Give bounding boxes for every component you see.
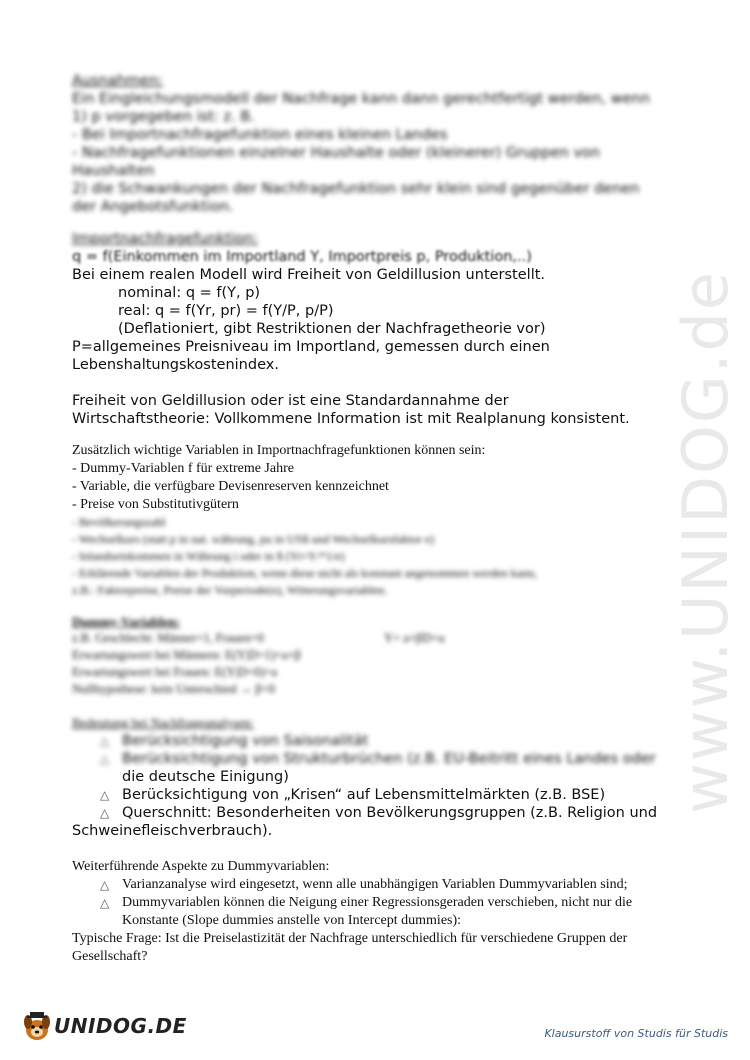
document-body — [72, 72, 682, 966]
heading-ausnahmen: Ausnahmen: — [72, 73, 164, 89]
text-line: Freiheit von Geldillusion oder ist eine Standardannahme der — [72, 393, 509, 409]
bullet-text: Konstante (Slope dummies anstelle von Intercept dummies): — [122, 913, 462, 928]
unidog-logo[interactable] — [22, 1010, 187, 1042]
text-line: 2) die Schwankungen der Nachfragefunktion sehr klein sind gegenüber denen — [72, 181, 640, 197]
triangle-bullet-icon: △ — [100, 878, 110, 892]
text-line: 1) p vorgegeben ist: z. B. — [72, 109, 255, 125]
text-line: Lebenshaltungskostenindex. — [72, 357, 279, 373]
list-item: - Inlandseinkommen in Währung i oder in $ (Yi=Y/*1/e) — [72, 549, 345, 563]
dummy-equation: Y= a+βD+u — [384, 631, 445, 645]
bullet-text: Schweinefleischverbrauch). — [72, 823, 273, 839]
text-line: Erwartungswert bei Männern: E(Y|D=1)=a+β — [72, 648, 301, 662]
text-line: Bei einem realen Modell wird Freiheit von Geldillusion unterstellt. — [72, 267, 546, 283]
triangle-bullet-icon: △ — [100, 896, 110, 910]
formula-nominal: nominal: q = f(Y, p) — [118, 285, 261, 301]
text-line: Wirtschaftstheorie: Vollkommene Information ist mit Realplanung konsistent. — [72, 411, 630, 427]
heading-import: Importnachfragefunktion: — [72, 231, 258, 247]
watermark: www.UNIDOG.de — [669, 270, 742, 814]
section-ausnahmen — [72, 72, 682, 216]
list-item: - Variable, die verfügbare Devisenreserven kennzeichnet — [72, 479, 389, 494]
text-line: - Bei Importnachfragefunktion eines kleinen Landes — [72, 127, 448, 143]
heading-weiter: Weiterführende Aspekte zu Dummyvariablen: — [72, 859, 330, 874]
triangle-bullet-icon: △ — [100, 788, 110, 802]
import-formula: q = f(Einkommen im Importland Y, Importpreis p, Produktion,..) — [72, 249, 532, 265]
text-line: P=allgemeines Preisniveau im Importland, gemessen durch einen — [72, 339, 550, 355]
list-item: - Erklärende Variablen der Produktion, wenn diese nicht als konstant angenommen werden kann, — [72, 566, 537, 580]
triangle-bullet-icon: △ — [100, 806, 110, 820]
logo-text: UNIDOG.DE — [54, 1014, 187, 1038]
text-line: Nullhypothese: kein Unterschied → β=0 — [72, 682, 275, 696]
text-line: Gesellschaft? — [72, 949, 148, 964]
text-line: Haushalten — [72, 163, 155, 179]
bullet-text: Berücksichtigung von „Krisen“ auf Lebensmittelmärkten (z.B. BSE) — [122, 787, 606, 803]
section-weiter — [72, 858, 682, 966]
list-item: - Wechselkurs (statt p in nat. währung, pu in US$ und Wechselkursfaktor e) — [72, 532, 435, 546]
footer-tagline: Klausurstoff von Studis für Studis — [544, 1027, 728, 1040]
list-item: z.B.: Faktorpreise, Preise der Vorperiode(n), Witterungsvariablen. — [72, 583, 388, 597]
list-item: - Dummy-Variablen f für extreme Jahre — [72, 461, 294, 476]
bullet-text: Dummyvariablen können die Neigung einer Regressionsgeraden verschieben, nicht nur die — [122, 895, 633, 910]
text-line: der Angebotsfunktion. — [72, 199, 234, 215]
bullet-text: die deutsche Einigung) — [122, 769, 289, 785]
dog-icon — [22, 1010, 52, 1042]
section-dummy — [72, 613, 682, 698]
text-line: (Deflationiert, gibt Restriktionen der Nachfragetheorie vor) — [118, 321, 546, 337]
heading-dummy: Dummy-Variablen: — [72, 614, 180, 629]
variables-intro: Zusätzlich wichtige Variablen in Importnachfragefunktionen können sein: — [72, 443, 486, 458]
formula-real: real: q = f(Yr, pr) = f(Y/P, p/P) — [118, 303, 334, 319]
list-item: - Bevölkerungszahl — [72, 515, 166, 529]
triangle-bullet-icon: △ — [100, 752, 110, 766]
text-line: z.B. Geschlecht: Männer=1, Frauen=0 — [72, 631, 264, 645]
bullet-text: Berücksichtigung von Strukturbrüchen (z.B. EU-Beitritt eines Landes oder — [122, 751, 656, 767]
bullet-text: Berücksichtigung von Saisonalität — [122, 733, 369, 749]
triangle-bullet-icon: △ — [100, 734, 110, 748]
text-line: - Nachfragefunktionen einzelner Haushalte oder (kleinerer) Gruppen von — [72, 145, 601, 161]
text-line: Ein Eingleichungsmodell der Nachfrage kann dann gerechtfertigt werden, wenn — [72, 91, 650, 107]
text-line: Erwartungswert bei Frauen: E(Y|D=0)=a — [72, 665, 278, 679]
heading-bedeutung: Bedeutung bei Nachfrageanalysen: — [72, 715, 254, 730]
list-item: - Preise von Substitutivgütern — [72, 497, 239, 512]
section-bedeutung — [72, 714, 682, 840]
section-import — [72, 230, 682, 428]
section-variables — [72, 442, 682, 599]
bullet-text: Querschnitt: Besonderheiten von Bevölkerungsgruppen (z.B. Religion und — [122, 805, 658, 821]
text-line: Typische Frage: Ist die Preiselastizität der Nachfrage unterschiedlich für verschiedene Gruppen der — [72, 931, 628, 946]
bullet-text: Varianzanalyse wird eingesetzt, wenn alle unabhängigen Variablen Dummyvariablen sind; — [122, 877, 628, 892]
